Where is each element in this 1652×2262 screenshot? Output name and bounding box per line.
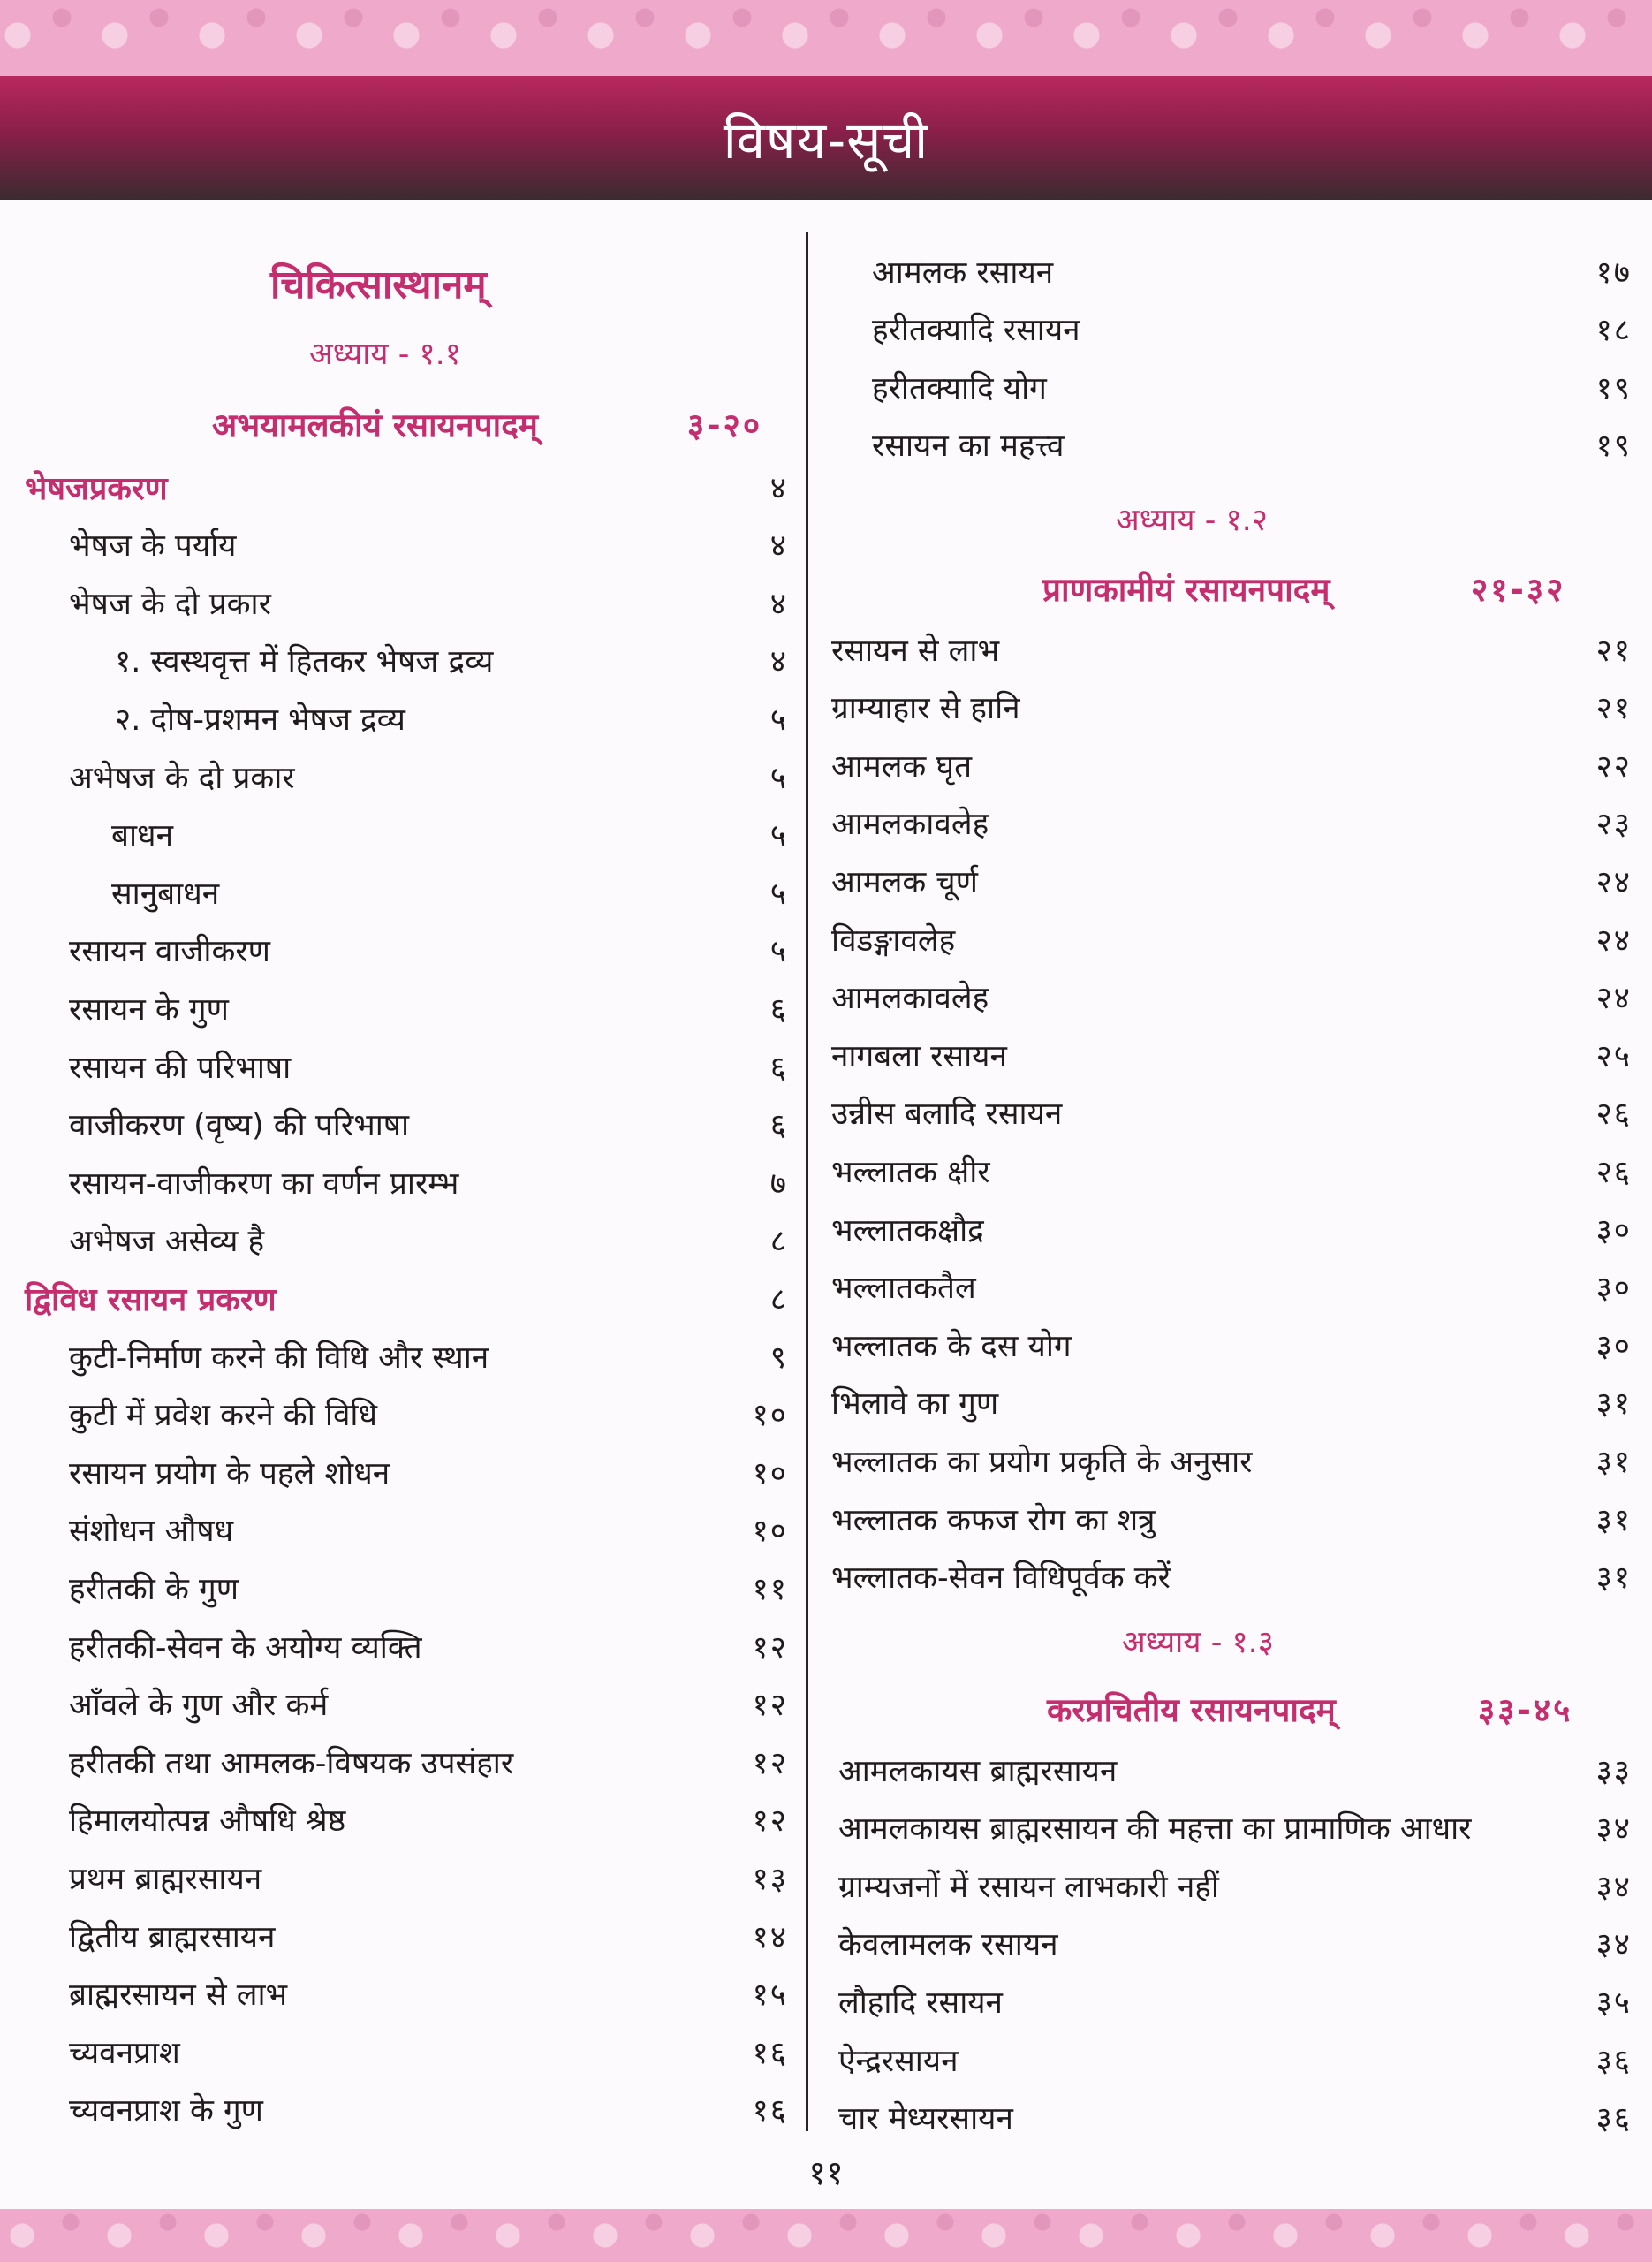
toc-entry-label: कुटी में प्रवेश करने की विधि [69, 1398, 377, 1434]
toc-entry-label: च्यवनप्राश के गुण [69, 2093, 263, 2129]
toc-page-number: ३४ [1595, 1811, 1632, 1848]
toc-page-number: ६ [769, 1108, 788, 1144]
toc-entry-label: भेषज के पर्याय [69, 528, 237, 565]
toc-row [69, 520, 788, 571]
toc-row [69, 577, 788, 628]
toc-entry-label: केवलामलक रसायन [838, 1927, 1058, 1963]
toc-row [831, 1145, 1632, 1196]
toc-row [831, 1203, 1632, 1255]
toc-entry-label: नागबला रसायन [831, 1038, 1007, 1074]
toc-entry-label: हरीतकी-सेवन के अयोग्य व्यक्ति [69, 1629, 422, 1666]
toc-entry-label: ऐन्द्ररसायन [838, 2043, 959, 2079]
toc-page-number: १२ [752, 1803, 788, 1840]
toc-page-number: २१ [1595, 633, 1632, 669]
toc-page-number: १३ [752, 1861, 788, 1897]
toc-entry-label: भल्लातक के दस योग [831, 1328, 1072, 1364]
toc-row [69, 1736, 788, 1788]
toc-row [69, 1157, 788, 1208]
toc-row [831, 1493, 1632, 1545]
toc-entry-label: रसायन प्रयोग के पहले शोधन [69, 1455, 390, 1492]
toc-page-number: २१ [1595, 691, 1632, 727]
toc-entry-label: कुटी-निर्माण करने की विधि और स्थान [69, 1340, 489, 1376]
toc-entry-label: भल्लातक कफज रोग का शत्रु [831, 1502, 1156, 1538]
toc-entry-label: हिमालयोत्पन्न औषधि श्रेष्ठ [69, 1803, 346, 1840]
pada-range-2: २१-३२ [1471, 571, 1566, 609]
toc-page-number: ३४ [1595, 1927, 1632, 1963]
toc-page-number: ११ [752, 1571, 788, 1607]
toc-entry-label: आमलक घृत [831, 748, 973, 785]
toc-section-label: द्विविध रसायन प्रकरण [25, 1281, 277, 1318]
toc-row [831, 740, 1632, 791]
toc-row [69, 1910, 788, 1962]
toc-row [69, 1679, 788, 1730]
pada-title-2: प्राणकामीयं रसायनपादम् [1042, 571, 1330, 609]
pada-title-3: करप्रचितीय रसायनपादम् [1047, 1691, 1336, 1729]
toc-page-number: ३१ [1595, 1386, 1632, 1423]
toc-page-number: ६ [769, 1050, 788, 1086]
toc-row [115, 635, 788, 687]
toc-page-number: ३१ [1595, 1502, 1632, 1538]
toc-page-number: ४ [769, 470, 788, 506]
toc-entry-label: सानुबाधन [111, 876, 220, 912]
toc-page-number: १९ [1595, 429, 1632, 465]
toc-page-number: २२ [1595, 748, 1632, 785]
toc-page-number: १२ [752, 1688, 788, 1724]
pada-range-3: ३३-४५ [1478, 1691, 1573, 1729]
toc-row [872, 304, 1632, 355]
toc-page-number: ३४ [1595, 1869, 1632, 1905]
toc-page-number: १४ [752, 1919, 788, 1955]
toc-page-number: १५ [752, 1977, 788, 2014]
toc-row [111, 809, 788, 861]
toc-page-number: १६ [752, 2035, 788, 2071]
toc-entry-label: रसायन से लाभ [831, 633, 1000, 669]
toc-page-number: ५ [769, 934, 788, 970]
toc-row [69, 1446, 788, 1498]
toc-entry-label: हरीतकी के गुण [69, 1571, 239, 1607]
toc-page-number: १० [752, 1514, 788, 1550]
toc-page-number: ३५ [1595, 1985, 1632, 2021]
toc-page-number: ६ [769, 991, 788, 1028]
chapter-heading-3: अध्याय - १.३ [1122, 1625, 1274, 1660]
toc-page-number: ४ [769, 586, 788, 622]
toc-entry-label: अभेषज असेव्य है [69, 1224, 265, 1260]
toc-row [831, 798, 1632, 849]
toc-entry-label: आमलकायस ब्राह्मरसायन की महत्ता का प्रामाणिक आधार [838, 1811, 1472, 1848]
toc-entry-label: संशोधन औषध [69, 1514, 234, 1550]
toc-entry-label: ग्राम्यजनों में रसायन लाभकारी नहीं [838, 1869, 1219, 1905]
toc-row [69, 925, 788, 976]
toc-section-row [25, 461, 788, 512]
toc-row [69, 1562, 788, 1613]
toc-row [115, 693, 788, 744]
toc-entry-label: भल्लातकतैल [831, 1271, 976, 1307]
toc-page-number: १० [752, 1398, 788, 1434]
toc-page-number: २६ [1595, 1097, 1632, 1133]
main-heading: चिकित्सास्थानम् [270, 262, 487, 307]
toc-entry-label: रसायन का महत्त्व [872, 429, 1065, 465]
toc-page-number: ९ [769, 1340, 788, 1376]
pada-title: अभयामलकीयं रसायनपादम् [212, 406, 538, 444]
pada-range: ३-२० [687, 406, 763, 444]
toc-page-number: ३३ [1595, 1753, 1632, 1789]
toc-row [831, 624, 1632, 675]
page-title: विषय-सूची [723, 110, 929, 171]
toc-row [69, 1041, 788, 1092]
toc-page-number: १० [752, 1455, 788, 1492]
toc-entry-label: रसायन-वाजीकरण का वर्णन प्रारम्भ [69, 1165, 459, 1202]
toc-row [838, 2034, 1632, 2085]
toc-entry-label: ब्राह्मरसायन से लाभ [69, 1977, 288, 2014]
page-number: ११ [808, 2153, 844, 2192]
toc-page-number: २५ [1595, 1038, 1632, 1074]
chapter-heading-2: अध्याय - १.२ [1116, 503, 1268, 538]
toc-entry-label: आँवले के गुण और कर्म [69, 1688, 329, 1724]
toc-row [69, 1505, 788, 1556]
toc-entry-label: उन्नीस बलादि रसायन [831, 1097, 1063, 1133]
toc-row [69, 1099, 788, 1150]
toc-page-number: १२ [752, 1745, 788, 1781]
toc-row [831, 1262, 1632, 1313]
toc-entry-label: प्रथम ब्राह्मरसायन [69, 1861, 262, 1897]
toc-page-number: ५ [769, 760, 788, 796]
toc-page-number: २३ [1595, 807, 1632, 843]
toc-row [831, 1029, 1632, 1081]
toc-entry-label: बाधन [111, 818, 174, 854]
toc-entry-label: रसायन की परिभाषा [69, 1050, 292, 1086]
toc-page-number: ३६ [1595, 2101, 1632, 2137]
toc-page-number: १८ [1595, 313, 1632, 349]
toc-row [872, 246, 1632, 297]
toc-entry-label: हरीतक्यादि योग [872, 370, 1047, 406]
toc-row [69, 1331, 788, 1382]
toc-row [838, 1744, 1632, 1795]
toc-entry-label: अभेषज के दो प्रकार [69, 760, 295, 796]
toc-row [831, 682, 1632, 733]
toc-row [872, 420, 1632, 471]
toc-entry-label: ग्राम्याहार से हानि [831, 691, 1020, 727]
toc-row [69, 1215, 788, 1266]
toc-entry-label: आमलकायस ब्राह्मरसायन [838, 1753, 1118, 1789]
toc-row [111, 867, 788, 918]
toc-row [831, 1552, 1632, 1603]
toc-row [838, 2092, 1632, 2144]
toc-page-number: १७ [1595, 254, 1632, 291]
toc-page-number: १६ [752, 2093, 788, 2129]
toc-section-label: भेषजप्रकरण [25, 470, 168, 507]
toc-page-number: ५ [769, 702, 788, 738]
toc-entry-label: भल्लातक-सेवन विधिपूर्वक करें [831, 1560, 1171, 1597]
toc-entry-label: भल्लातक का प्रयोग प्रकृति के अनुसार [831, 1444, 1253, 1480]
toc-page-number: ४ [769, 528, 788, 565]
toc-entry-label: भल्लातकक्षौद्र [831, 1212, 984, 1249]
toc-page-number: ७ [769, 1165, 788, 1202]
toc-entry-label: २. दोष-प्रशमन भेषज द्रव्य [115, 702, 405, 738]
toc-page-number: ३१ [1595, 1444, 1632, 1480]
toc-row [838, 1918, 1632, 1970]
toc-row [69, 1795, 788, 1846]
toc-row [69, 1852, 788, 1903]
toc-entry-label: वाजीकरण (वृष्य) की परिभाषा [69, 1108, 410, 1144]
toc-row [831, 1378, 1632, 1429]
toc-row [831, 855, 1632, 907]
toc-row [838, 1976, 1632, 2027]
toc-row [831, 972, 1632, 1023]
toc-entry-label: आमलकावलेह [831, 807, 989, 843]
toc-entry-label: भल्लातक क्षीर [831, 1154, 990, 1190]
toc-row [69, 2026, 788, 2077]
toc-row [831, 1319, 1632, 1370]
toc-page-number: ३६ [1595, 2043, 1632, 2079]
toc-page-number: ३० [1595, 1271, 1632, 1307]
decorative-top-band [0, 0, 1652, 76]
toc-entry-label: भिलावे का गुण [831, 1386, 999, 1423]
toc-entry-label: चार मेध्यरसायन [838, 2101, 1013, 2137]
toc-entry-label: १. स्वस्थवृत्त में हितकर भेषज द्रव्य [115, 644, 494, 680]
decorative-bottom-band [0, 2209, 1652, 2262]
toc-page-number: २४ [1595, 864, 1632, 900]
toc-page-number: १९ [1595, 370, 1632, 406]
column-divider [806, 232, 808, 2131]
toc-page-number: २४ [1595, 981, 1632, 1017]
toc-row [69, 1389, 788, 1440]
toc-entry-label: विडङ्गावलेह [831, 922, 956, 959]
toc-entry-label: रसायन के गुण [69, 991, 229, 1028]
toc-row [872, 361, 1632, 413]
toc-entry-label: द्वितीय ब्राह्मरसायन [69, 1919, 276, 1955]
toc-page-number: ३१ [1595, 1560, 1632, 1597]
toc-row [831, 1088, 1632, 1139]
toc-page-number: ३० [1595, 1212, 1632, 1249]
toc-entry-label: आमलक रसायन [872, 254, 1054, 291]
toc-row [69, 2084, 788, 2136]
toc-entry-label: रसायन वाजीकरण [69, 934, 270, 970]
chapter-heading: अध्याय - १.१ [309, 337, 461, 372]
toc-row [69, 983, 788, 1034]
toc-row [69, 1621, 788, 1672]
toc-row [69, 1969, 788, 2020]
toc-page-number: ४ [769, 644, 788, 680]
toc-page-number: ५ [769, 818, 788, 854]
toc-entry-label: भेषज के दो प्रकार [69, 586, 271, 622]
toc-page-number: ३० [1595, 1328, 1632, 1364]
toc-row [838, 1860, 1632, 1911]
toc-entry-label: हरीतकी तथा आमलक-विषयक उपसंहार [69, 1745, 514, 1781]
toc-section-row [25, 1272, 788, 1324]
toc-page-number: ८ [769, 1224, 788, 1260]
toc-page-number: ५ [769, 876, 788, 912]
toc-page-number: २४ [1595, 922, 1632, 959]
title-bar [0, 76, 1652, 200]
toc-entry-label: आमलकावलेह [831, 981, 989, 1017]
toc-page-number: ८ [769, 1281, 788, 1317]
toc-entry-label: आमलक चूर्ण [831, 864, 978, 900]
toc-row [69, 751, 788, 802]
toc-entry-label: हरीतक्यादि रसायन [872, 313, 1080, 349]
toc-entry-label: च्यवनप्राश [69, 2035, 180, 2071]
toc-entry-label: लौहादि रसायन [838, 1985, 1003, 2021]
toc-row [831, 914, 1632, 965]
toc-row [831, 1435, 1632, 1486]
toc-row [838, 1803, 1632, 1854]
toc-page-number: १२ [752, 1629, 788, 1666]
toc-page-number: २६ [1595, 1154, 1632, 1190]
